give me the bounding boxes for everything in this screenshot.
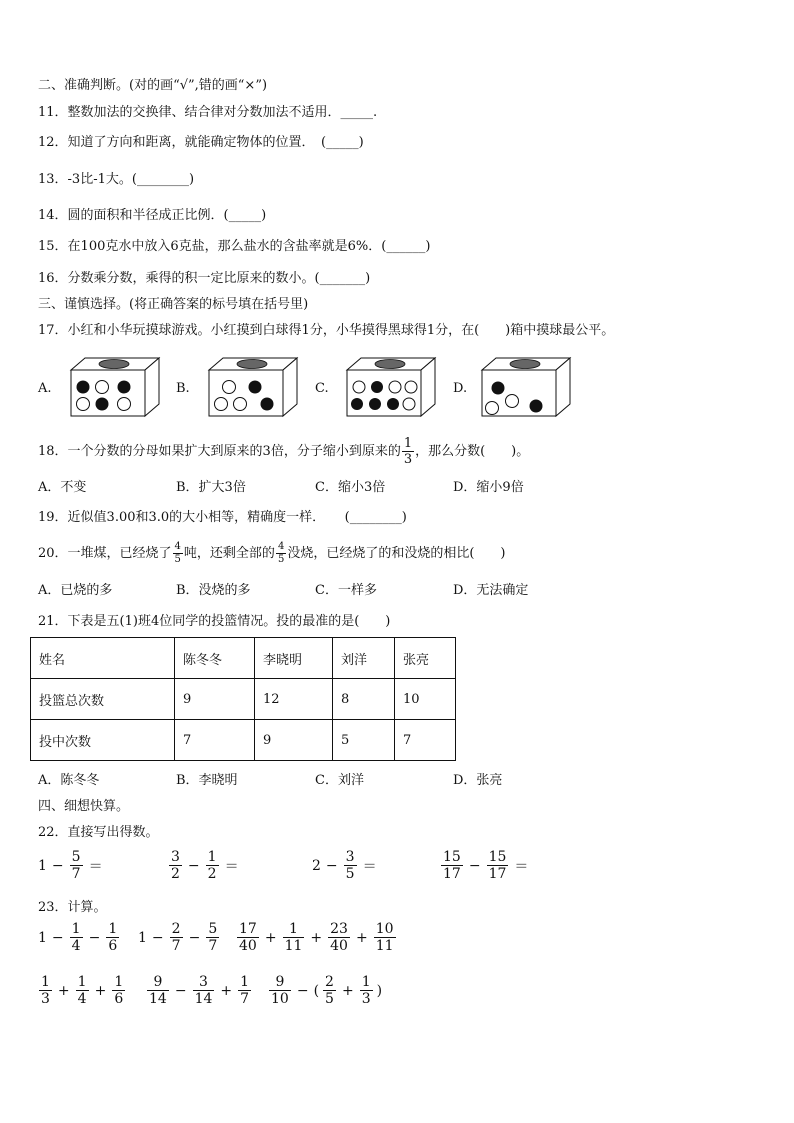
question-11: 11．整数加法的交换律、结合律对分数加法不适用．_____.	[38, 105, 378, 120]
frac-num: 3	[171, 849, 180, 865]
fraction	[374, 922, 396, 953]
table-cell: 李晓明	[255, 638, 333, 679]
frac-num: 10	[375, 921, 394, 937]
frac-num: 15	[488, 849, 507, 865]
frac-num: 1	[207, 849, 217, 865]
q20-option-d: D．无法确定	[453, 583, 529, 598]
q17-option-c-label: C.	[315, 381, 329, 396]
minus-sign: −	[187, 857, 200, 874]
question-14: 14．圆的面积和半径成正比例．(_____)	[38, 208, 267, 223]
q17-option-d-label: D.	[453, 381, 468, 396]
table-cell: 7	[395, 720, 456, 761]
table-cell: 投篮总次数	[31, 679, 175, 720]
minus-sign: −	[174, 982, 187, 999]
frac-den: 7	[71, 866, 81, 882]
expr-number: 1	[38, 857, 47, 874]
q23-expr-6	[268, 975, 382, 1006]
frac-num: 2	[171, 921, 181, 937]
frac-den: 4	[71, 938, 81, 954]
table-cell: 张亮	[395, 638, 456, 679]
left-paren: (	[313, 982, 320, 999]
plus-sign: +	[220, 982, 233, 999]
expr-number: 1	[38, 929, 47, 946]
q23-expr-4	[38, 975, 126, 1006]
table-cell: 9	[255, 720, 333, 761]
q21-option-a: A．陈冬冬	[38, 773, 100, 788]
q20-text-2: 吨，还剩全部的	[183, 546, 275, 561]
q17-box-d	[478, 356, 572, 418]
plus-sign: +	[341, 982, 354, 999]
fraction	[237, 922, 259, 953]
question-21-stem: 21．下表是五(1)班4位同学的投篮情况。投的最准的是( )	[38, 614, 391, 629]
q21-table	[30, 637, 456, 761]
equals-sign: ＝	[88, 858, 103, 875]
frac-den: 40	[239, 938, 257, 954]
frac-num: 5	[208, 921, 218, 937]
frac-den: 7	[208, 938, 218, 954]
frac-den: 11	[375, 938, 394, 954]
table-cell: 7	[175, 720, 255, 761]
fraction	[39, 975, 52, 1006]
q18-option-a: A．不变	[38, 480, 87, 495]
frac-num: 1	[114, 974, 124, 990]
fraction	[283, 922, 305, 953]
question-13: 13．-3比-1大。(________)	[38, 172, 195, 187]
plus-sign: +	[355, 929, 368, 946]
minus-sign: −	[325, 857, 338, 874]
q17-option-a-label: A.	[38, 381, 52, 396]
table-cell: 投中次数	[31, 720, 175, 761]
q22-expr-1	[38, 850, 105, 881]
section-3-title: 三、谨慎选择。(将正确答案的标号填在括号里)	[38, 297, 309, 312]
fraction	[70, 922, 83, 953]
table-cell: 12	[255, 679, 333, 720]
fraction	[487, 850, 509, 881]
frac-num: 1	[108, 921, 118, 937]
q18-fraction	[402, 437, 414, 466]
fraction	[206, 850, 219, 881]
frac-num: 3	[345, 849, 355, 865]
q17-option-b-label: B.	[176, 381, 190, 396]
q18-text-after: ，那么分数( )。	[415, 444, 530, 459]
q17-box-c	[343, 356, 437, 418]
fraction	[238, 975, 251, 1006]
fraction	[360, 975, 373, 1006]
frac-den: 6	[108, 938, 118, 954]
frac-num: 1	[41, 974, 50, 990]
frac-den: 17	[488, 866, 507, 882]
q20-fraction-2	[276, 542, 286, 565]
frac-num: 17	[239, 921, 257, 937]
q22-expr-4	[440, 850, 530, 881]
fraction	[323, 975, 336, 1006]
frac-den: 5	[325, 991, 334, 1007]
frac-num: 9	[147, 975, 169, 991]
table-cell: 10	[395, 679, 456, 720]
q20-frac1-den: 5	[174, 554, 181, 565]
fraction	[328, 922, 350, 953]
q23-expr-2	[138, 922, 220, 953]
frac-den: 6	[114, 991, 124, 1007]
q18-option-d: D．缩小9倍	[453, 480, 524, 495]
question-20-stem	[38, 538, 505, 570]
table-row	[31, 638, 456, 679]
frac-num: 2	[325, 974, 334, 990]
fraction	[112, 975, 125, 1006]
frac-den: 5	[345, 866, 355, 882]
frac-den: 3	[41, 991, 50, 1007]
expr-number: 1	[138, 929, 147, 946]
q20-fraction-1	[173, 542, 183, 565]
minus-sign: −	[468, 857, 481, 874]
plus-sign: +	[264, 929, 277, 946]
fraction	[441, 850, 463, 881]
table-cell: 姓名	[31, 638, 175, 679]
q20-frac2-den: 5	[277, 554, 285, 565]
frac-den: 2	[207, 866, 217, 882]
q18-option-b: B．扩大3倍	[176, 480, 246, 495]
frac-num: 5	[71, 849, 81, 865]
section-4-title: 四、细想快算。	[38, 799, 130, 814]
table-cell: 刘洋	[333, 638, 395, 679]
fraction	[76, 975, 89, 1006]
frac-num: 1	[361, 974, 371, 990]
frac-num: 1	[71, 921, 81, 937]
minus-sign: −	[296, 982, 309, 999]
table-cell: 8	[333, 679, 395, 720]
frac-den: 10	[271, 991, 289, 1007]
ball-black	[77, 381, 90, 394]
expr-number: 2	[312, 857, 321, 874]
fraction	[344, 850, 357, 881]
frac-den: 2	[171, 866, 180, 882]
q20-frac1-num: 4	[174, 541, 181, 552]
question-22: 22．直接写出得数。	[38, 825, 159, 840]
question-12: 12．知道了方向和距离，就能确定物体的位置． (_____)	[38, 135, 364, 150]
table-cell: 9	[175, 679, 255, 720]
q22-expr-2	[168, 850, 241, 881]
fraction	[147, 975, 169, 1006]
minus-sign: −	[151, 929, 164, 946]
fraction	[106, 922, 119, 953]
frac-num: 15	[443, 849, 461, 865]
question-16: 16．分数乘分数，乘得的积一定比原来的数小。(_______)	[38, 271, 371, 286]
q17-box-a	[67, 356, 161, 418]
q18-frac-den: 3	[403, 452, 413, 467]
fraction	[170, 922, 183, 953]
fraction	[193, 975, 215, 1006]
question-15: 15．在100克水中放入6克盐，那么盐水的含盐率就是6%．(______)	[38, 239, 431, 254]
table-cell: 陈冬冬	[175, 638, 255, 679]
fraction	[269, 975, 291, 1006]
q21-option-c: C．刘洋	[315, 773, 364, 788]
equals-sign: ＝	[514, 858, 529, 875]
frac-num: 23	[330, 921, 348, 937]
q20-text-3: 没烧，已经烧了的和没烧的相比( )	[287, 546, 506, 561]
q18-option-c: C．缩小3倍	[315, 480, 386, 495]
frac-den: 3	[361, 991, 371, 1007]
q18-text-before: 18．一个分数的分母如果扩大到原来的3倍，分子缩小到原来的	[38, 444, 401, 459]
right-paren: )	[376, 982, 383, 999]
minus-sign: −	[51, 857, 64, 874]
frac-num: 1	[77, 974, 87, 990]
minus-sign: −	[188, 929, 201, 946]
q18-frac-num: 1	[403, 436, 413, 451]
plus-sign: +	[94, 982, 107, 999]
minus-sign: −	[88, 929, 101, 946]
question-23: 23．计算。	[38, 900, 107, 915]
frac-den: 11	[284, 938, 303, 954]
frac-den: 7	[171, 938, 181, 954]
fraction	[169, 850, 182, 881]
q20-frac2-num: 4	[277, 541, 285, 552]
q23-expr-5	[146, 975, 252, 1006]
q21-option-b: B．李晓明	[176, 773, 238, 788]
fraction	[70, 850, 83, 881]
plus-sign: +	[310, 929, 323, 946]
q21-option-d: D．张亮	[453, 773, 503, 788]
equals-sign: ＝	[362, 858, 377, 875]
table-row	[31, 720, 456, 761]
fraction	[206, 922, 219, 953]
frac-den: 17	[443, 866, 461, 882]
q23-expr-1	[38, 922, 120, 953]
question-17-stem: 17．小红和小华玩摸球游戏。小红摸到白球得1分，小华摸得黑球得1分，在( )箱中摸球最公平。	[38, 323, 615, 338]
q20-option-b: B．没烧的多	[176, 583, 251, 598]
plus-sign: +	[57, 982, 70, 999]
frac-num: 1	[240, 974, 250, 990]
table-cell: 5	[333, 720, 395, 761]
table-row	[31, 679, 456, 720]
question-18-stem	[38, 432, 529, 472]
frac-den: 14	[194, 991, 213, 1007]
q20-text-1: 20．一堆煤，已经烧了	[38, 546, 172, 561]
frac-den: 40	[330, 938, 348, 954]
frac-num: 3	[193, 975, 215, 991]
q23-expr-3	[236, 922, 397, 953]
frac-num: 9	[269, 975, 291, 991]
q17-box-b	[205, 356, 299, 418]
frac-den: 14	[149, 991, 167, 1007]
frac-den: 7	[240, 991, 250, 1007]
equals-sign: ＝	[224, 858, 239, 875]
frac-den: 4	[77, 991, 87, 1007]
frac-num: 1	[283, 922, 305, 938]
minus-sign: −	[51, 929, 64, 946]
section-2-title: 二、准确判断。(对的画“√”,错的画“×”)	[38, 78, 268, 93]
q20-option-a: A．已烧的多	[38, 583, 113, 598]
q22-expr-3	[312, 850, 379, 881]
question-19: 19．近似值3.00和3.0的大小相等，精确度一样． (________)	[38, 510, 407, 525]
q20-option-c: C．一样多	[315, 583, 377, 598]
